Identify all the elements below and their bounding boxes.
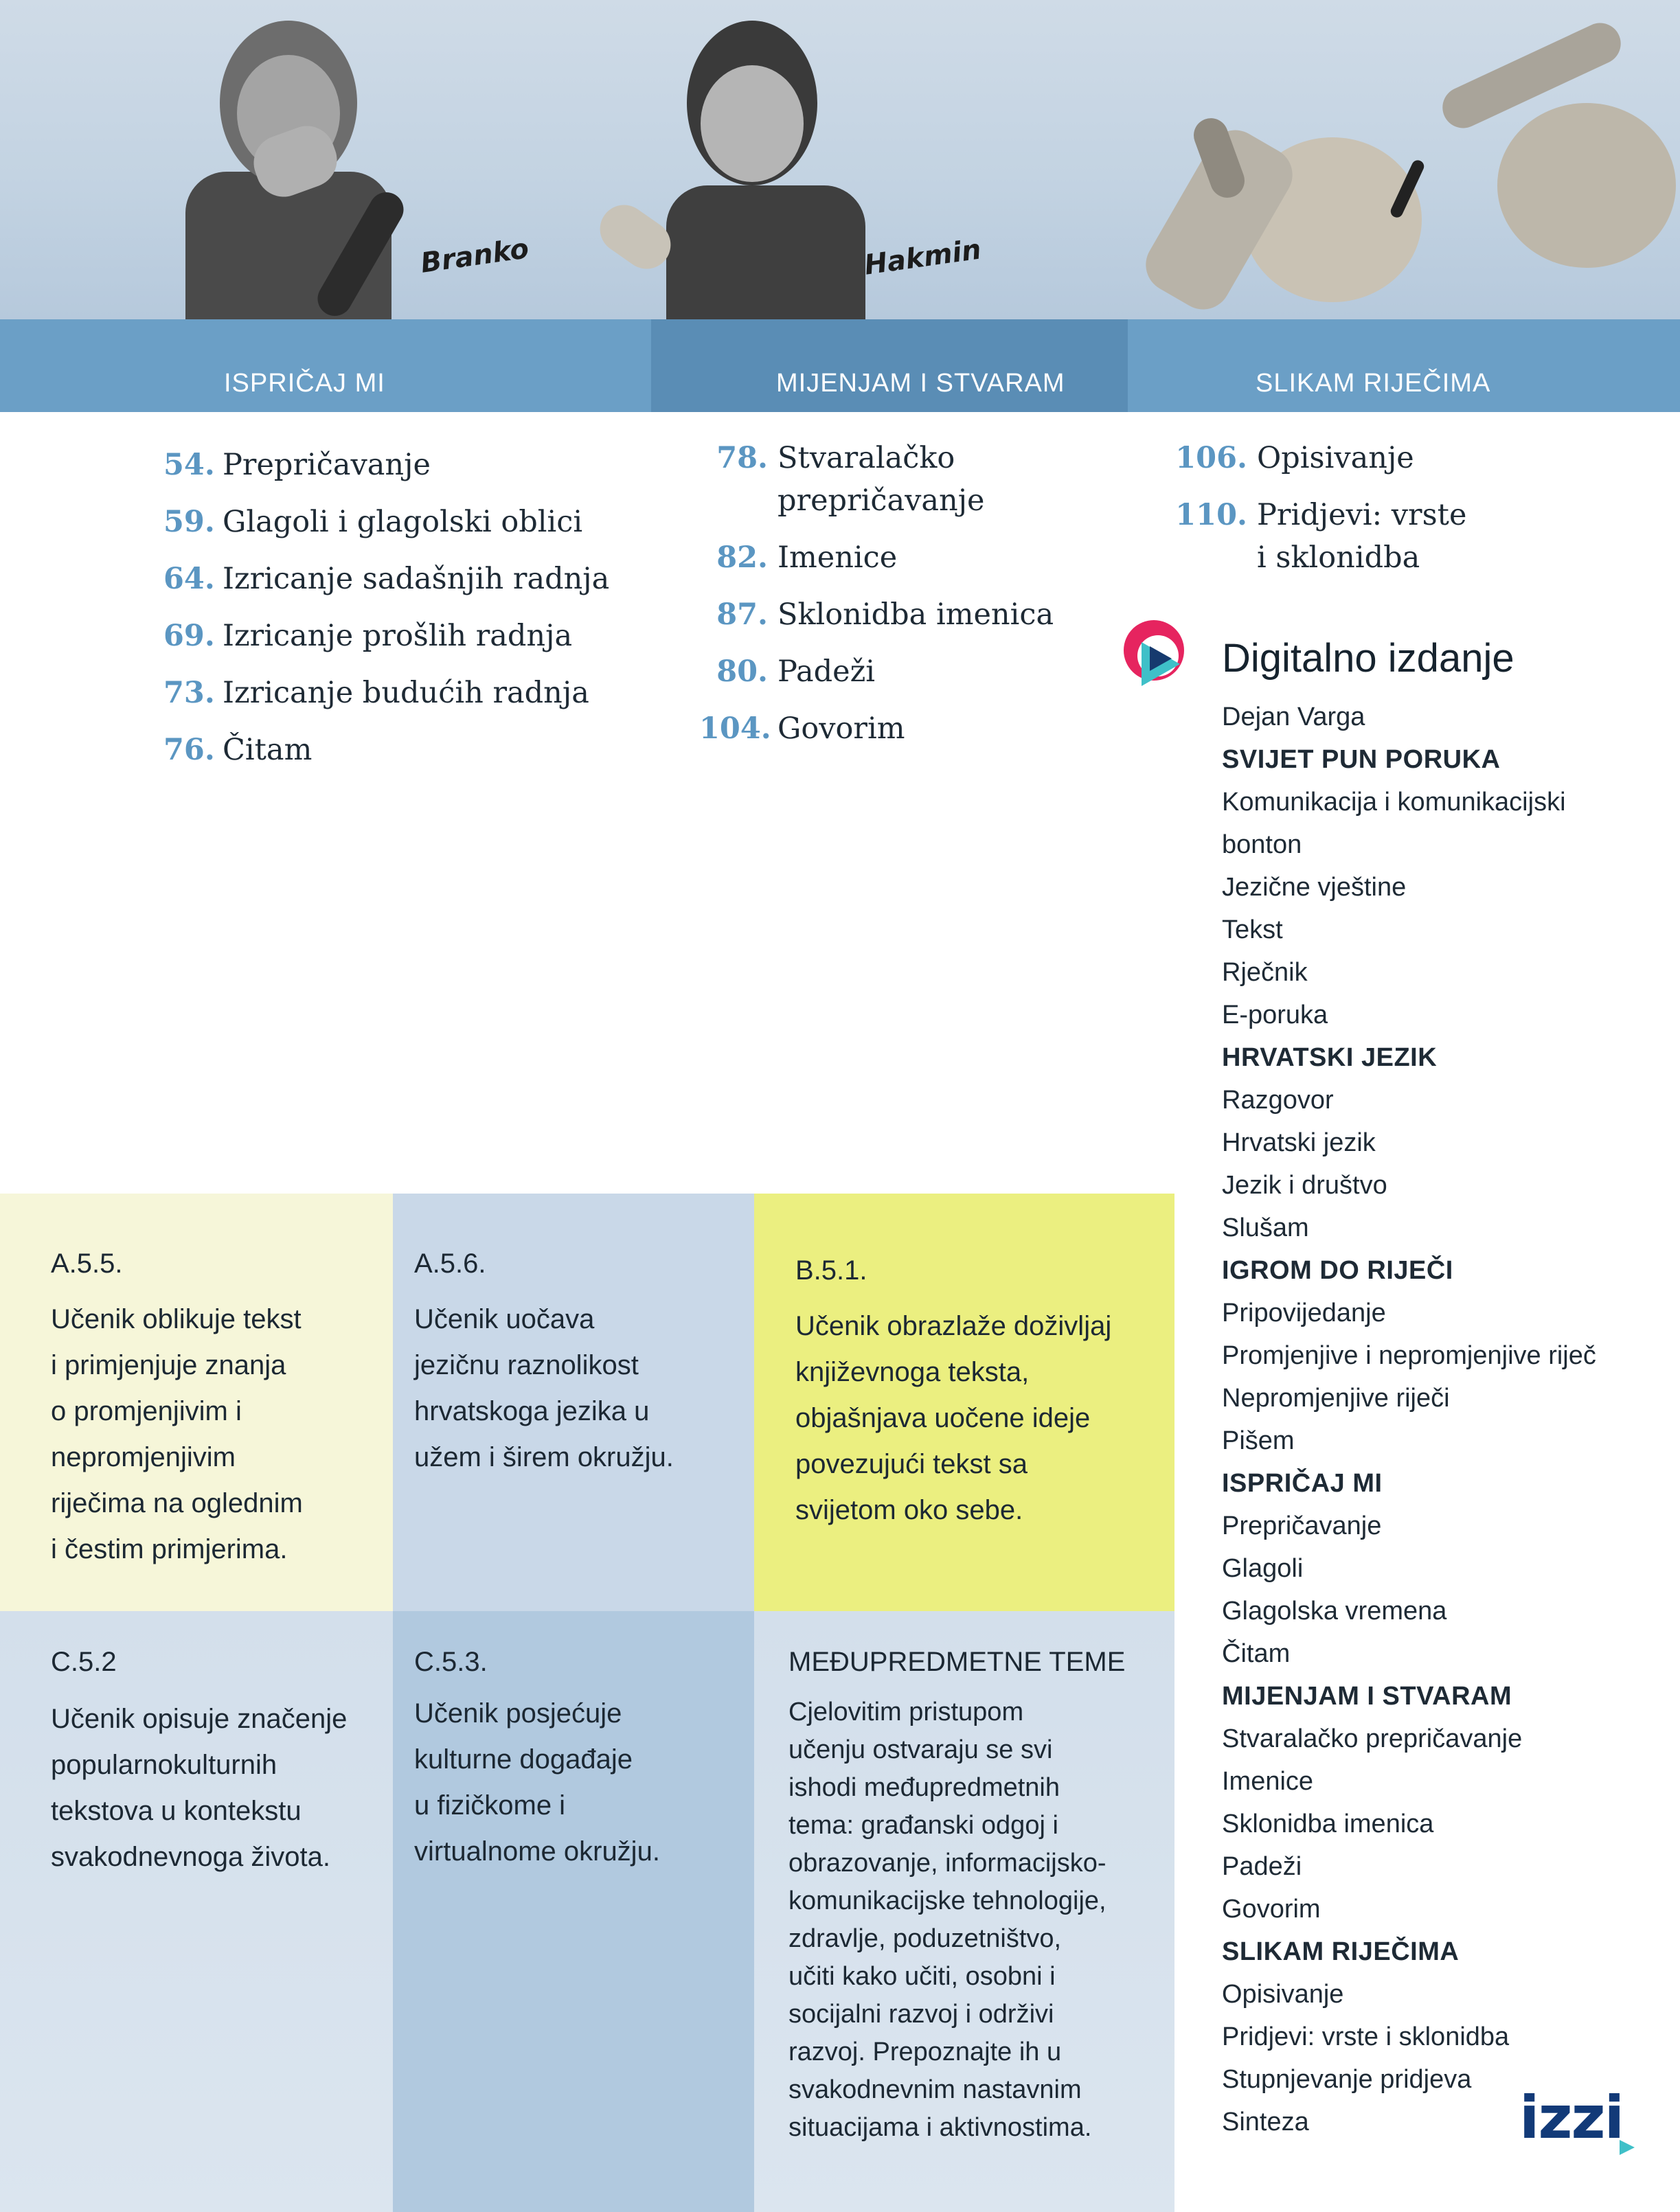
chapter-item[interactable] (163, 558, 644, 600)
digital-item[interactable]: Opisivanje (1222, 1980, 1344, 2009)
digital-item[interactable]: Razgovor (1222, 1086, 1334, 1115)
themes-text (788, 1694, 1106, 2147)
outcome-line: užem i širem okružju. (414, 1442, 674, 1472)
izzi-logo: izzi (1519, 2084, 1624, 2152)
outcome-line: u fizičkome i (414, 1790, 566, 1821)
outcome-code-c52: C.5.2 (51, 1647, 117, 1677)
digital-item[interactable]: E-poruka (1222, 1001, 1328, 1029)
outcome-line: svakodnevnoga života. (51, 1842, 330, 1872)
chapter-page-number: 76. (163, 733, 215, 767)
outcome-text-b51 (795, 1303, 1111, 1533)
section-title-slikam-rijecima: SLIKAM RIJEČIMA (1256, 369, 1491, 398)
outcome-line: hrvatskoga jezika u (414, 1396, 650, 1426)
photo-name-hakmin: Hakmin (862, 233, 984, 282)
photo-name-branko: Branko (418, 233, 531, 280)
outcome-text-c52 (51, 1696, 347, 1880)
digital-section-heading: MIJENJAM I STVARAM (1222, 1682, 1512, 1711)
digital-item[interactable]: Pišem (1222, 1426, 1295, 1455)
outcome-line: riječima na oglednim (51, 1488, 303, 1518)
digital-section-heading: SVIJET PUN PORUKA (1222, 745, 1501, 774)
chapter-page-number: 64. (163, 562, 215, 596)
chapter-page-number: 82. (716, 540, 768, 575)
outcome-line: tekstova u kontekstu (51, 1796, 302, 1826)
chapter-item[interactable] (163, 501, 644, 543)
chapter-title: Padeži (777, 654, 876, 689)
digital-item[interactable]: Stupnjevanje pridjeva (1222, 2065, 1472, 2094)
chapter-page-number: 87. (716, 597, 768, 632)
chapter-item[interactable] (163, 672, 644, 714)
digital-edition-contents (1222, 696, 1596, 2143)
chapter-title: Stvaralačko prepričavanje (777, 441, 985, 518)
digital-item[interactable]: Sinteza (1222, 2108, 1309, 2136)
digital-item[interactable]: Prepričavanje (1222, 1512, 1382, 1540)
section-title-mijenjam-i-stvaram: MIJENJAM I STVARAM (776, 369, 1065, 398)
outcome-text-a55 (51, 1297, 303, 1573)
digital-item[interactable]: Dejan Varga (1222, 703, 1365, 731)
digital-item[interactable]: Jezik i društvo (1222, 1171, 1387, 1200)
themes-line: Cjelovitim pristupom (788, 1698, 1024, 1726)
themes-line: komunikacijske tehnologije, (788, 1886, 1106, 1915)
chapter-title: Imenice (777, 540, 898, 575)
themes-heading: MEĐUPREDMETNE TEME (788, 1647, 1126, 1677)
themes-line: učiti kako učiti, osobni i (788, 1962, 1056, 1991)
outcome-line: književnoga teksta, (795, 1357, 1030, 1387)
digital-section-heading: HRVATSKI JEZIK (1222, 1043, 1438, 1072)
chapter-item[interactable] (699, 437, 1125, 522)
outcome-line: Učenik uočava (414, 1304, 595, 1334)
digital-item[interactable]: Pripovijedanje (1222, 1299, 1386, 1327)
outcome-text-a56 (414, 1297, 674, 1481)
chapter-title: Izricanje sadašnjih radnja (223, 562, 610, 596)
chapter-item[interactable] (1168, 494, 1525, 579)
photo-writing-children (1126, 0, 1680, 319)
outcome-line: o promjenjivim i (51, 1396, 242, 1426)
chapter-item[interactable] (163, 615, 644, 657)
chapter-title: Prepričavanje (223, 448, 431, 482)
photo-branko (144, 0, 433, 319)
chapter-item[interactable] (699, 707, 1125, 750)
chapter-page-number: 110. (1175, 498, 1247, 532)
digital-item[interactable]: Komunikacija i komunikacijski (1222, 788, 1566, 817)
digital-section-heading: SLIKAM RIJEČIMA (1222, 1937, 1460, 1966)
digital-item[interactable]: bonton (1222, 830, 1302, 859)
chapter-page-number: 69. (163, 619, 215, 653)
outcome-line: i čestim primjerima. (51, 1534, 288, 1564)
digital-edition-title: Digitalno izdanje (1222, 636, 1514, 681)
digital-item[interactable]: Nepromjenjive riječi (1222, 1384, 1450, 1413)
digital-item[interactable]: Pridjevi: vrste i sklonidba (1222, 2022, 1510, 2051)
themes-line: tema: građanski odgoj i (788, 1811, 1058, 1840)
photo-hakmin (577, 0, 907, 319)
themes-line: obrazovanje, informacijsko- (788, 1849, 1106, 1878)
digital-item[interactable]: Slušam (1222, 1213, 1309, 1242)
chapter-list-mijenjam-i-stvaram (699, 437, 1125, 764)
chapter-item[interactable] (1168, 437, 1525, 479)
digital-item[interactable]: Stvaralačko prepričavanje (1222, 1724, 1523, 1753)
outcome-code-a56: A.5.6. (414, 1248, 486, 1279)
digital-item[interactable]: Rječnik (1222, 958, 1308, 987)
digital-edition-logo-icon (1121, 615, 1196, 704)
chapter-page-number: 73. (163, 676, 215, 710)
outcome-line: i primjenjuje znanja (51, 1350, 286, 1380)
digital-item[interactable]: Imenice (1222, 1767, 1314, 1796)
digital-item[interactable]: Govorim (1222, 1895, 1321, 1924)
outcome-line: virtualnome okružju. (414, 1836, 660, 1867)
themes-line: situacijama i aktivnostima. (788, 2113, 1092, 2142)
outcome-line: Učenik opisuje značenje (51, 1704, 348, 1734)
outcome-code-c53: C.5.3. (414, 1647, 488, 1677)
digital-item[interactable]: Glagolska vremena (1222, 1597, 1447, 1626)
chapter-title: Sklonidba imenica (777, 597, 1054, 632)
digital-item[interactable]: Čitam (1222, 1639, 1291, 1668)
chapter-page-number: 59. (163, 505, 215, 539)
digital-item[interactable]: Hrvatski jezik (1222, 1128, 1376, 1157)
section-title-ispricaj-mi: ISPRIČAJ MI (224, 369, 385, 398)
chapter-page-number: 54. (163, 448, 215, 482)
chapter-title: Govorim (777, 711, 905, 746)
outcome-line: svijetom oko sebe. (795, 1495, 1023, 1525)
chapter-page-number: 80. (716, 654, 768, 689)
digital-item[interactable]: Tekst (1222, 915, 1283, 944)
chapter-page-number: 106. (1175, 441, 1247, 475)
chapter-list-slikam-rijecima (1168, 437, 1525, 593)
chapter-item[interactable] (163, 729, 644, 771)
themes-line: razvoj. Prepoznajte ih u (788, 2038, 1062, 2066)
chapter-list-ispricaj-mi (163, 444, 644, 786)
digital-section-heading: ISPRIČAJ MI (1222, 1469, 1383, 1498)
digital-item[interactable]: Glagoli (1222, 1554, 1304, 1583)
chapter-title: Pridjevi: vrste i sklonidba (1257, 498, 1467, 575)
chapter-title: Opisivanje (1257, 441, 1414, 475)
section-header-bar (0, 319, 1680, 412)
outcome-line: Učenik oblikuje tekst (51, 1304, 302, 1334)
chapter-item[interactable] (699, 536, 1125, 579)
photo-strip (0, 0, 1680, 319)
digital-item[interactable]: Sklonidba imenica (1222, 1810, 1434, 1838)
chapter-title: Izricanje prošlih radnja (223, 619, 573, 653)
outcome-code-a55: A.5.5. (51, 1248, 123, 1279)
chapter-item[interactable] (699, 650, 1125, 693)
outcome-text-c53 (414, 1691, 660, 1875)
outcome-line: nepromjenjivim (51, 1442, 236, 1472)
themes-line: zdravlje, poduzetništvo, (788, 1924, 1062, 1953)
izzi-logo-play-icon (1620, 2140, 1635, 2155)
chapter-title: Čitam (223, 733, 313, 767)
digital-item[interactable]: Jezične vještine (1222, 873, 1407, 902)
outcome-line: popularnokulturnih (51, 1750, 277, 1780)
outcome-line: povezujući tekst sa (795, 1449, 1028, 1479)
themes-line: socijalni razvoj i održivi (788, 2000, 1054, 2029)
outcome-line: Učenik obrazlaže doživljaj (795, 1311, 1112, 1341)
outcome-line: objašnjava uočene ideje (795, 1403, 1091, 1433)
digital-section-heading: IGROM DO RIJEČI (1222, 1256, 1453, 1285)
outcome-code-b51: B.5.1. (795, 1255, 867, 1286)
outcome-line: jezičnu raznolikost (414, 1350, 639, 1380)
themes-line: svakodnevnim nastavnim (788, 2075, 1082, 2104)
digital-item[interactable]: Padeži (1222, 1852, 1302, 1881)
themes-line: učenju ostvaraju se svi (788, 1735, 1053, 1764)
chapter-item[interactable] (699, 593, 1125, 636)
themes-line: ishodi međupredmetnih (788, 1773, 1060, 1802)
outcome-line: Učenik posjećuje (414, 1698, 622, 1729)
chapter-title: Izricanje budućih radnja (223, 676, 589, 710)
digital-item[interactable]: Promjenjive i nepromjenjive riječ (1222, 1341, 1596, 1370)
chapter-item[interactable] (163, 444, 644, 486)
chapter-page-number: 78. (716, 441, 768, 475)
outcome-line: kulturne događaje (414, 1744, 633, 1775)
chapter-title: Glagoli i glagolski oblici (223, 505, 583, 539)
chapter-page-number: 104. (699, 711, 771, 746)
